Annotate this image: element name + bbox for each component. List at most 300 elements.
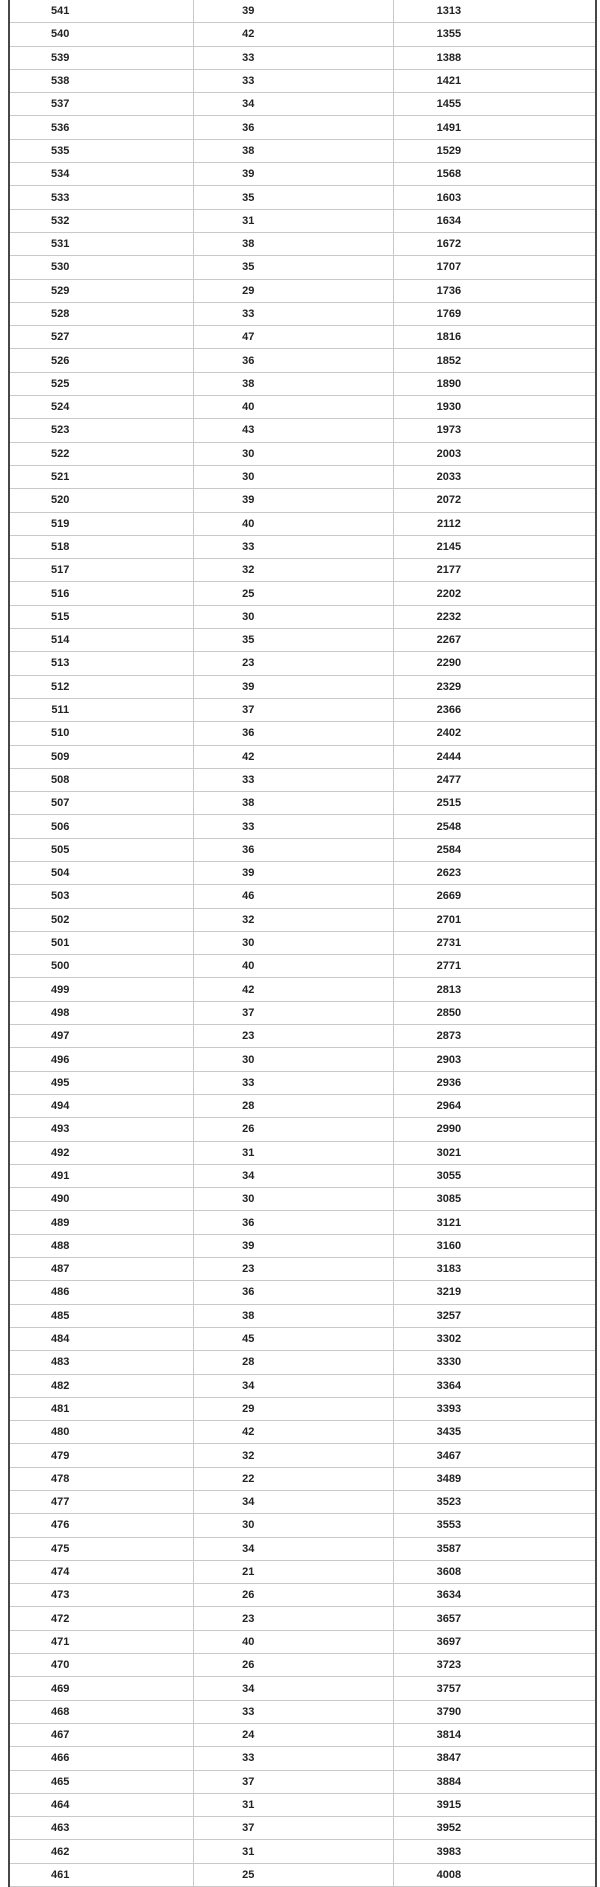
cell-value: 47 — [242, 331, 255, 344]
cell-value: 1388 — [436, 51, 462, 64]
cell-value: 3915 — [436, 1799, 462, 1811]
table-row — [9, 465, 596, 488]
table-row — [9, 722, 596, 745]
cell-value: 22 — [242, 1472, 255, 1485]
cell-value: 472 — [51, 1612, 70, 1625]
cumulative-cell — [393, 698, 596, 721]
cell-value: 501 — [51, 937, 70, 950]
cell-value: 32 — [242, 564, 255, 577]
cell-value: 34 — [242, 1682, 255, 1695]
cell-value: 505 — [51, 843, 70, 856]
count-cell — [193, 1560, 393, 1583]
cumulative-cell — [393, 1304, 596, 1327]
cell-value: 2990 — [436, 1123, 462, 1136]
cell-value: 525 — [51, 377, 70, 390]
cumulative-cell — [393, 1770, 596, 1793]
score-cell — [9, 1234, 193, 1257]
cell-value: 522 — [51, 447, 70, 460]
table-row — [9, 1677, 596, 1700]
cell-value: 2402 — [436, 727, 462, 740]
cumulative-cell — [393, 931, 596, 954]
score-cell — [9, 745, 193, 768]
cell-value: 467 — [51, 1729, 70, 1742]
cell-value: 502 — [51, 913, 70, 926]
cell-value: 38 — [242, 797, 255, 810]
cell-value: 38 — [242, 377, 255, 390]
cell-value: 487 — [51, 1263, 70, 1276]
cell-value: 3121 — [436, 1216, 462, 1229]
score-cell — [9, 908, 193, 931]
cell-value: 514 — [51, 634, 70, 647]
cell-value: 503 — [51, 890, 70, 903]
cell-value: 33 — [242, 773, 255, 786]
cell-value: 24 — [242, 1729, 255, 1742]
table-row — [9, 1514, 596, 1537]
cell-value: 40 — [242, 960, 255, 973]
cumulative-cell — [393, 1094, 596, 1117]
cumulative-cell — [393, 535, 596, 558]
score-cell — [9, 768, 193, 791]
cumulative-cell — [393, 629, 596, 652]
cell-value: 3055 — [436, 1169, 462, 1182]
cumulative-cell — [393, 1327, 596, 1350]
table-row — [9, 1048, 596, 1071]
cell-value: 39 — [242, 1239, 255, 1252]
cell-value: 33 — [242, 75, 255, 88]
cell-value: 493 — [51, 1123, 70, 1136]
table-row — [9, 1537, 596, 1560]
cumulative-cell — [393, 1188, 596, 1211]
cell-value: 496 — [51, 1053, 70, 1066]
score-cell — [9, 722, 193, 745]
count-cell — [193, 745, 393, 768]
cumulative-cell — [393, 1351, 596, 1374]
table-row — [9, 838, 596, 861]
table-row — [9, 279, 596, 302]
cell-value: 534 — [51, 168, 70, 181]
cell-value: 31 — [242, 214, 255, 227]
table-row — [9, 442, 596, 465]
score-cell — [9, 652, 193, 675]
cell-value: 531 — [51, 238, 70, 251]
count-cell — [193, 23, 393, 46]
score-cell — [9, 1584, 193, 1607]
cell-value: 40 — [242, 1635, 255, 1648]
score-cell — [9, 1537, 193, 1560]
cumulative-cell — [393, 69, 596, 92]
cumulative-cell — [393, 722, 596, 745]
score-cell — [9, 69, 193, 92]
score-cell — [9, 0, 193, 23]
cell-value: 2477 — [436, 773, 462, 786]
count-cell — [193, 1188, 393, 1211]
cell-value: 38 — [242, 144, 255, 157]
count-cell — [193, 1234, 393, 1257]
count-cell — [193, 0, 393, 23]
cell-value: 3021 — [436, 1146, 462, 1159]
count-cell — [193, 442, 393, 465]
cell-value: 526 — [51, 354, 70, 367]
table-row — [9, 1491, 596, 1514]
cumulative-cell — [393, 1397, 596, 1420]
cell-value: 3467 — [436, 1449, 462, 1462]
cell-value: 520 — [51, 494, 70, 507]
score-cell — [9, 1840, 193, 1863]
table-row — [9, 1164, 596, 1187]
count-cell — [193, 1444, 393, 1467]
score-cell — [9, 1351, 193, 1374]
cell-value: 511 — [51, 704, 70, 717]
count-cell — [193, 1723, 393, 1746]
table-row — [9, 0, 596, 23]
score-cell — [9, 535, 193, 558]
cell-value: 519 — [51, 517, 70, 530]
cell-value: 30 — [242, 471, 255, 484]
cell-value: 474 — [51, 1566, 70, 1579]
count-cell — [193, 1071, 393, 1094]
cell-value: 463 — [51, 1822, 70, 1835]
cumulative-cell — [393, 1840, 596, 1863]
cell-value: 36 — [242, 121, 255, 134]
score-cell — [9, 1491, 193, 1514]
table-row — [9, 349, 596, 372]
cell-value: 3489 — [436, 1472, 462, 1485]
table-row — [9, 396, 596, 419]
cell-value: 470 — [51, 1659, 70, 1672]
score-cell — [9, 23, 193, 46]
table-row — [9, 1723, 596, 1746]
count-cell — [193, 93, 393, 116]
cell-value: 530 — [51, 261, 70, 274]
cell-value: 2936 — [436, 1076, 462, 1089]
cumulative-cell — [393, 419, 596, 442]
cell-value: 39 — [242, 494, 255, 507]
count-cell — [193, 861, 393, 884]
cumulative-cell — [393, 559, 596, 582]
score-cell — [9, 1770, 193, 1793]
count-cell — [193, 46, 393, 69]
table-row — [9, 256, 596, 279]
score-cell — [9, 885, 193, 908]
table-row — [9, 582, 596, 605]
table-row — [9, 372, 596, 395]
count-cell — [193, 1001, 393, 1024]
cumulative-cell — [393, 139, 596, 162]
cumulative-cell — [393, 442, 596, 465]
cumulative-cell — [393, 1048, 596, 1071]
score-cell — [9, 93, 193, 116]
cumulative-cell — [393, 1467, 596, 1490]
cell-value: 464 — [51, 1799, 70, 1811]
table-row — [9, 698, 596, 721]
table-row — [9, 1094, 596, 1117]
cell-value: 39 — [242, 168, 255, 181]
score-cell — [9, 978, 193, 1001]
cell-value: 1973 — [436, 424, 462, 437]
cell-value: 490 — [51, 1193, 70, 1206]
cumulative-cell — [393, 279, 596, 302]
cell-value: 29 — [242, 1402, 255, 1415]
count-cell — [193, 209, 393, 232]
cell-value: 32 — [242, 1449, 255, 1462]
cell-value: 30 — [242, 610, 255, 623]
cell-value: 475 — [51, 1542, 70, 1555]
cell-value: 3257 — [436, 1309, 462, 1322]
table-row — [9, 1467, 596, 1490]
cell-value: 3302 — [436, 1333, 462, 1346]
cell-value: 38 — [242, 1309, 255, 1322]
count-cell — [193, 1048, 393, 1071]
count-cell — [193, 1327, 393, 1350]
score-cell — [9, 698, 193, 721]
score-cell — [9, 1677, 193, 1700]
score-cell — [9, 489, 193, 512]
cell-value: 34 — [242, 1379, 255, 1392]
cumulative-cell — [393, 885, 596, 908]
table-row — [9, 1281, 596, 1304]
cell-value: 26 — [242, 1123, 255, 1136]
cell-value: 3364 — [436, 1379, 462, 1392]
table-row — [9, 792, 596, 815]
score-cell — [9, 1654, 193, 1677]
count-cell — [193, 1677, 393, 1700]
score-cell — [9, 1560, 193, 1583]
cell-value: 1634 — [436, 214, 462, 227]
cumulative-cell — [393, 675, 596, 698]
count-cell — [193, 792, 393, 815]
page — [8, 0, 600, 1887]
table-row — [9, 955, 596, 978]
score-cell — [9, 46, 193, 69]
cell-value: 3657 — [436, 1612, 462, 1625]
score-cell — [9, 349, 193, 372]
cell-value: 33 — [242, 51, 255, 64]
count-cell — [193, 465, 393, 488]
cumulative-cell — [393, 489, 596, 512]
cumulative-cell — [393, 1141, 596, 1164]
count-cell — [193, 1025, 393, 1048]
cell-value: 491 — [51, 1169, 70, 1182]
cumulative-cell — [393, 978, 596, 1001]
table-body — [9, 0, 596, 1887]
cell-value: 34 — [242, 1169, 255, 1182]
cell-value: 2267 — [436, 634, 462, 647]
cell-value: 533 — [51, 191, 70, 204]
score-cell — [9, 605, 193, 628]
cumulative-cell — [393, 1234, 596, 1257]
count-cell — [193, 1211, 393, 1234]
cumulative-cell — [393, 1211, 596, 1234]
cell-value: 35 — [242, 191, 255, 204]
cell-value: 3553 — [436, 1519, 462, 1532]
cumulative-cell — [393, 1560, 596, 1583]
count-cell — [193, 302, 393, 325]
cell-value: 508 — [51, 773, 70, 786]
cell-value: 45 — [242, 1333, 255, 1346]
cumulative-cell — [393, 745, 596, 768]
cell-value: 28 — [242, 1356, 255, 1369]
cell-value: 498 — [51, 1006, 70, 1019]
cell-value: 31 — [242, 1799, 255, 1811]
cell-value: 536 — [51, 121, 70, 134]
table-row — [9, 1258, 596, 1281]
cell-value: 3790 — [436, 1705, 462, 1718]
cell-value: 1707 — [436, 261, 462, 274]
score-cell — [9, 559, 193, 582]
cell-value: 2202 — [436, 587, 462, 600]
cumulative-cell — [393, 396, 596, 419]
table-row — [9, 861, 596, 884]
cell-value: 33 — [242, 820, 255, 833]
cell-value: 2584 — [436, 843, 462, 856]
cumulative-cell — [393, 1747, 596, 1770]
cell-value: 1736 — [436, 284, 462, 297]
score-cell — [9, 1141, 193, 1164]
table-row — [9, 931, 596, 954]
table-row — [9, 1630, 596, 1653]
cell-value: 537 — [51, 98, 70, 111]
cumulative-cell — [393, 116, 596, 139]
count-cell — [193, 652, 393, 675]
table-row — [9, 535, 596, 558]
cell-value: 477 — [51, 1496, 70, 1509]
cell-value: 30 — [242, 1193, 255, 1206]
cell-value: 462 — [51, 1845, 70, 1858]
table-row — [9, 885, 596, 908]
table-row — [9, 302, 596, 325]
cell-value: 515 — [51, 610, 70, 623]
cell-value: 2873 — [436, 1030, 462, 1043]
table-row — [9, 559, 596, 582]
cell-value: 1930 — [436, 401, 462, 414]
table-row — [9, 675, 596, 698]
cumulative-cell — [393, 582, 596, 605]
cumulative-cell — [393, 1654, 596, 1677]
cell-value: 1816 — [436, 331, 462, 344]
cell-value: 33 — [242, 308, 255, 320]
cumulative-cell — [393, 93, 596, 116]
cumulative-cell — [393, 0, 596, 23]
table-row — [9, 1071, 596, 1094]
score-cell — [9, 302, 193, 325]
cell-value: 33 — [242, 1076, 255, 1089]
cell-value: 504 — [51, 867, 70, 880]
cell-value: 33 — [242, 1752, 255, 1765]
cell-value: 3952 — [436, 1822, 462, 1835]
score-cell — [9, 1723, 193, 1746]
count-cell — [193, 1281, 393, 1304]
cell-value: 2548 — [436, 820, 462, 833]
cell-value: 42 — [242, 1426, 255, 1439]
cell-value: 43 — [242, 424, 255, 437]
cell-value: 3330 — [436, 1356, 462, 1369]
cumulative-cell — [393, 465, 596, 488]
cell-value: 25 — [242, 587, 255, 600]
cumulative-cell — [393, 1607, 596, 1630]
cumulative-cell — [393, 1118, 596, 1141]
count-cell — [193, 326, 393, 349]
cell-value: 33 — [242, 540, 255, 553]
cumulative-cell — [393, 1281, 596, 1304]
score-cell — [9, 792, 193, 815]
cell-value: 527 — [51, 331, 70, 344]
cell-value: 516 — [51, 587, 70, 600]
cumulative-cell — [393, 652, 596, 675]
score-cell — [9, 465, 193, 488]
cell-value: 31 — [242, 1845, 255, 1858]
score-cell — [9, 1747, 193, 1770]
cumulative-cell — [393, 1258, 596, 1281]
count-cell — [193, 279, 393, 302]
table-row — [9, 1374, 596, 1397]
cumulative-cell — [393, 1723, 596, 1746]
cell-value: 3697 — [436, 1635, 462, 1648]
count-cell — [193, 186, 393, 209]
cell-value: 541 — [51, 5, 70, 18]
cell-value: 26 — [242, 1659, 255, 1672]
cell-value: 2444 — [436, 750, 462, 763]
count-cell — [193, 1630, 393, 1653]
table-row — [9, 1747, 596, 1770]
score-cell — [9, 1071, 193, 1094]
count-cell — [193, 1467, 393, 1490]
count-cell — [193, 512, 393, 535]
cell-value: 481 — [51, 1402, 70, 1415]
count-cell — [193, 1421, 393, 1444]
cell-value: 2003 — [436, 447, 462, 460]
table-row — [9, 1817, 596, 1840]
cell-value: 480 — [51, 1426, 70, 1439]
table-row — [9, 1770, 596, 1793]
table-row — [9, 186, 596, 209]
cell-value: 510 — [51, 727, 70, 740]
cell-value: 3587 — [436, 1542, 462, 1555]
table-row — [9, 139, 596, 162]
count-cell — [193, 396, 393, 419]
count-cell — [193, 838, 393, 861]
cumulative-cell — [393, 1444, 596, 1467]
score-cell — [9, 1444, 193, 1467]
score-cell — [9, 1188, 193, 1211]
cumulative-cell — [393, 1793, 596, 1816]
cell-value: 2033 — [436, 471, 462, 484]
score-cell — [9, 838, 193, 861]
cell-value: 2515 — [436, 797, 462, 810]
score-cell — [9, 1327, 193, 1350]
cell-value: 35 — [242, 261, 255, 274]
cell-value: 473 — [51, 1589, 70, 1602]
cumulative-cell — [393, 1537, 596, 1560]
cumulative-cell — [393, 1630, 596, 1653]
cell-value: 30 — [242, 1519, 255, 1532]
cell-value: 486 — [51, 1286, 70, 1299]
cell-value: 468 — [51, 1705, 70, 1718]
count-cell — [193, 722, 393, 745]
cell-value: 509 — [51, 750, 70, 763]
score-cell — [9, 675, 193, 698]
cell-value: 32 — [242, 913, 255, 926]
score-cell — [9, 1630, 193, 1653]
cell-value: 2669 — [436, 890, 462, 903]
cell-value: 2850 — [436, 1006, 462, 1019]
score-cell — [9, 1607, 193, 1630]
count-cell — [193, 1793, 393, 1816]
count-cell — [193, 256, 393, 279]
cell-value: 523 — [51, 424, 70, 437]
table-row — [9, 23, 596, 46]
cell-value: 37 — [242, 1775, 255, 1788]
count-cell — [193, 768, 393, 791]
